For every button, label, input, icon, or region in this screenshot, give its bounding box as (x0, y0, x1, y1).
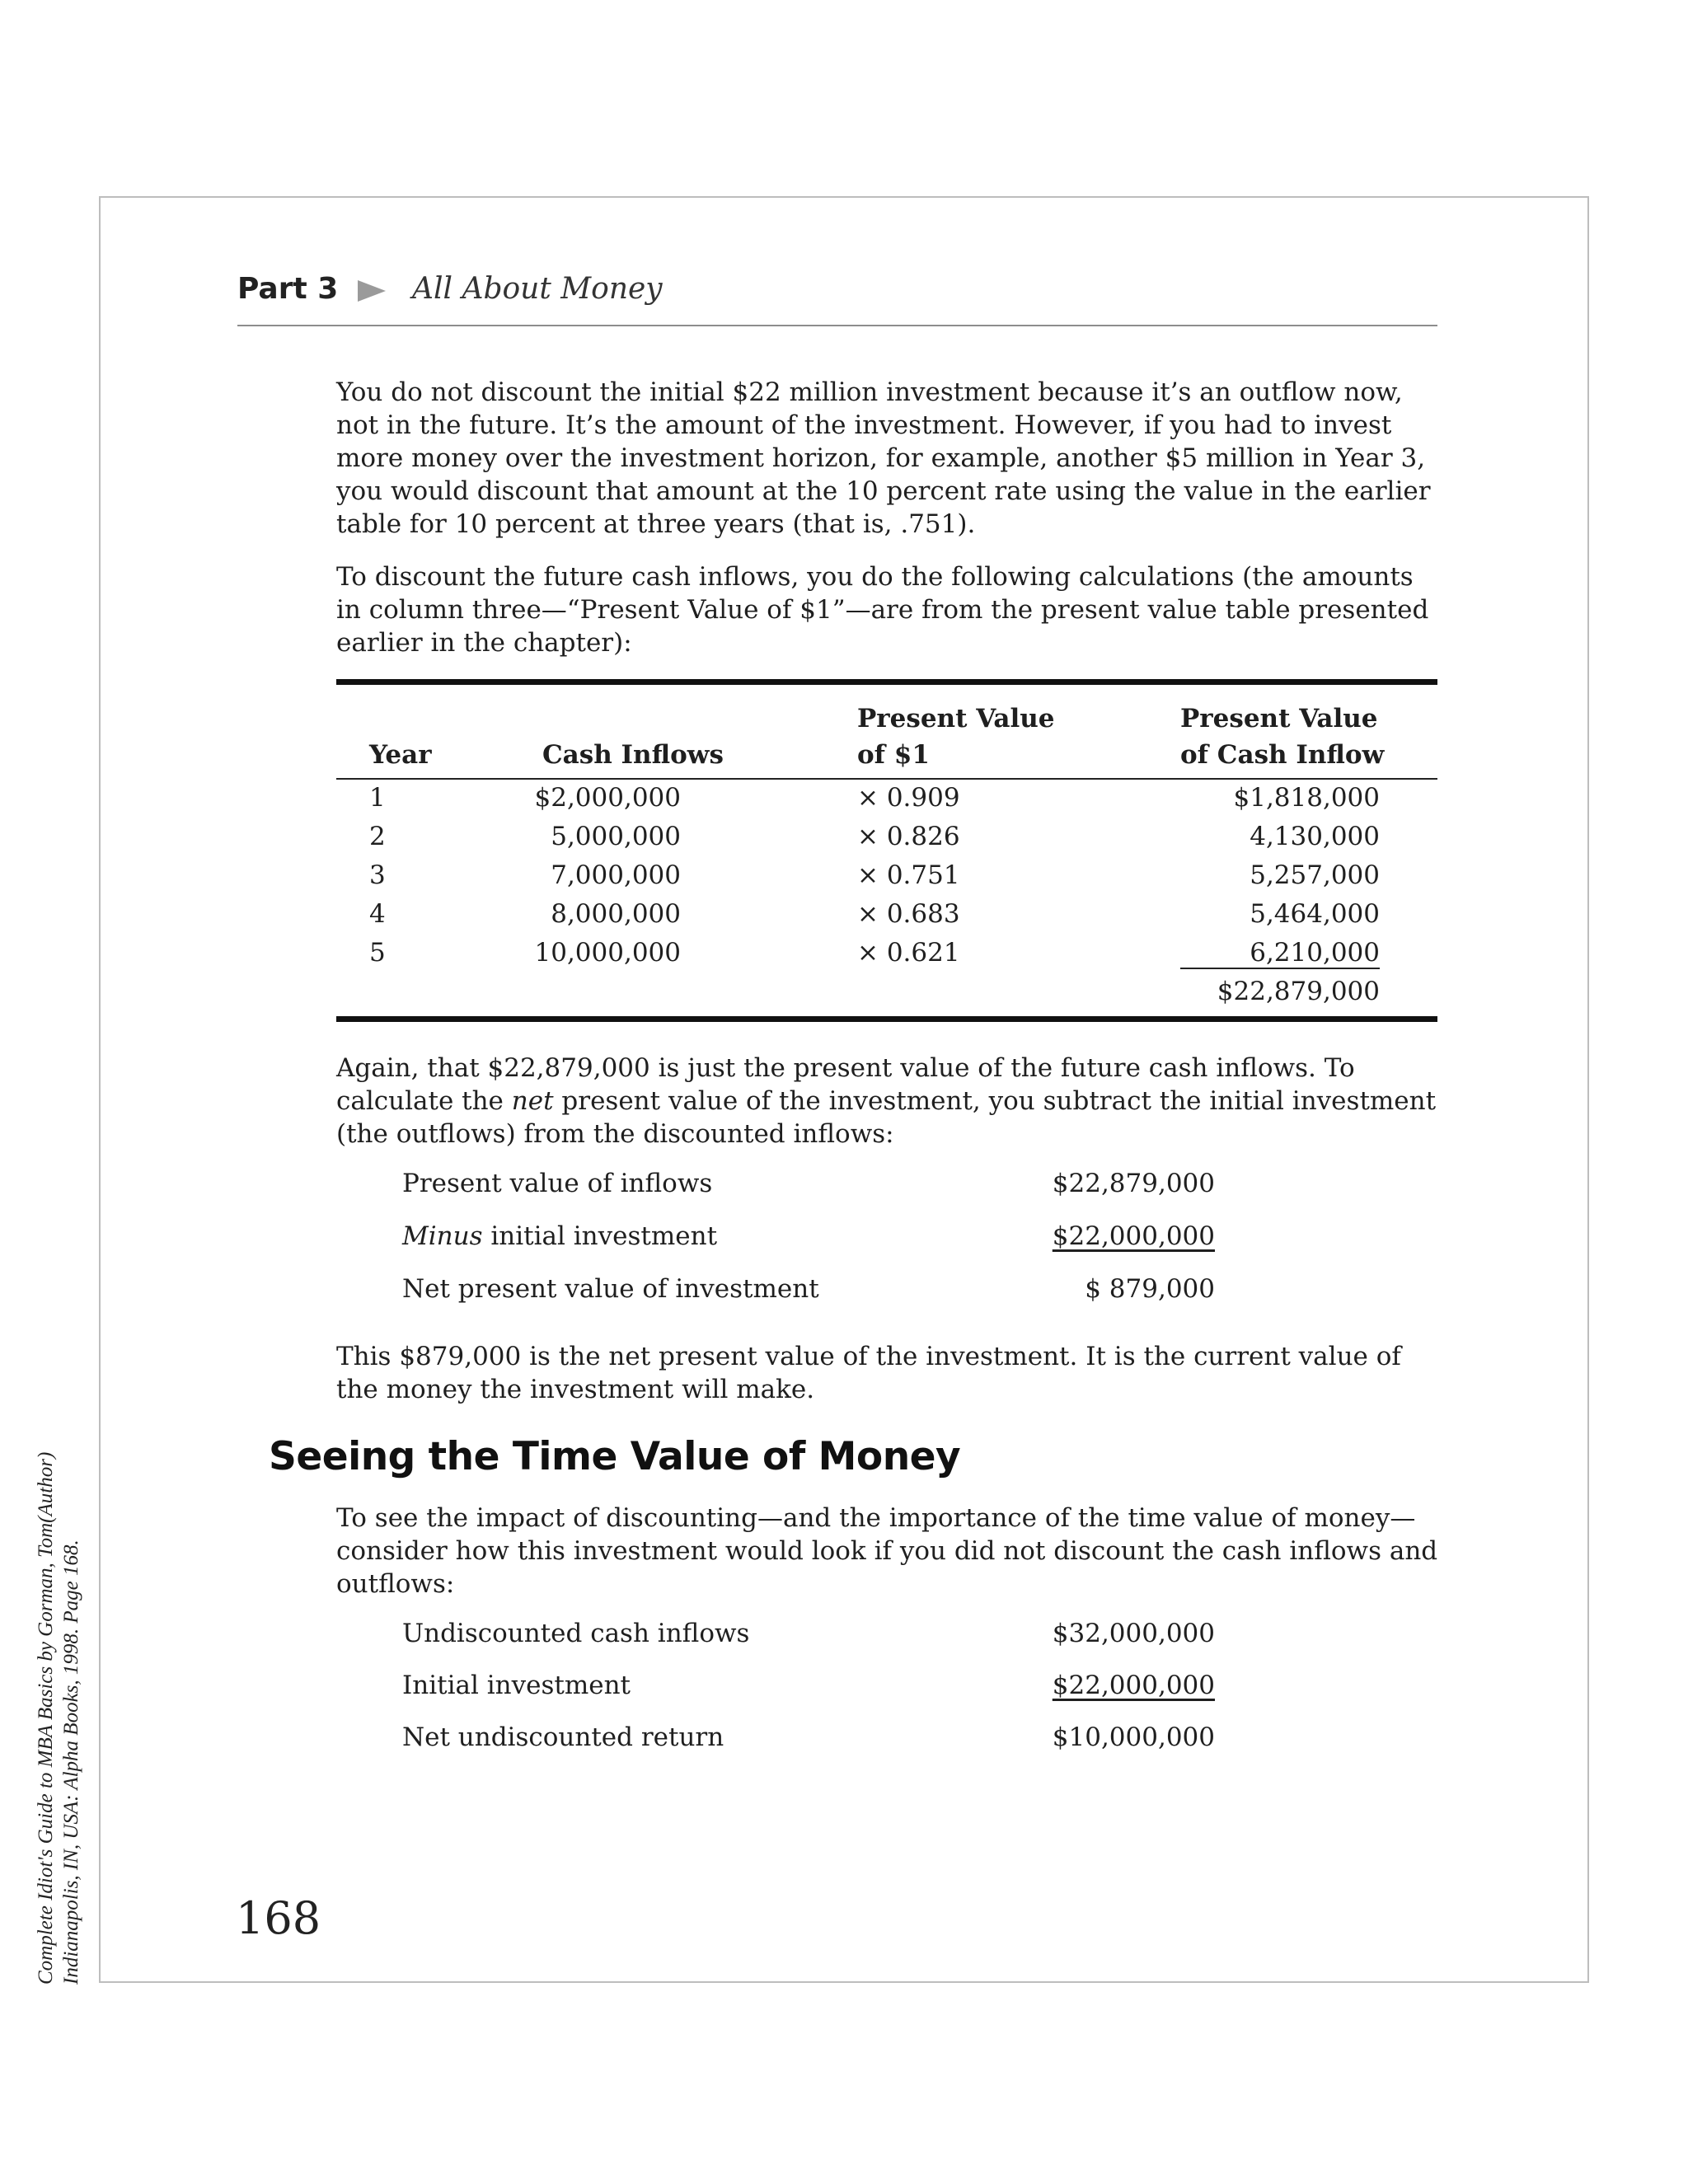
chapter-title: All About Money (412, 272, 663, 306)
calc-value: $ 879,000 (1085, 1274, 1215, 1304)
paragraph-discount-intro: To discount the future cash inflows, you do the following calculations (the amounts in column three—“Present Value of $1”—are from the present value table presented earlier in the chapter): (336, 562, 1429, 658)
table-total: $22,879,000 (1217, 977, 1380, 1006)
paragraph-net-present-value-part1: Again, that $22,879,000 is just the present value of the future cash inflows. To calculate the (336, 1053, 1355, 1116)
table-cell-year: 3 (369, 860, 386, 890)
paragraph-net-present-value (336, 1052, 1441, 1151)
npv-row-minus-investment (402, 1221, 1226, 1258)
table-cell-inflow: 5,000,000 (551, 822, 681, 851)
table-cell-inflow: $2,000,000 (534, 783, 681, 813)
side-citation (33, 1408, 84, 1985)
section-heading: Seeing the Time Value of Money (269, 1434, 961, 1479)
page-number: 168 (236, 1892, 321, 1944)
calc-label: Initial investment (402, 1671, 631, 1700)
table-cell-inflow: 8,000,000 (551, 899, 681, 929)
arrow-icon (358, 280, 386, 302)
table-cell-pv: $1,818,000 (1233, 783, 1380, 813)
table-cell-year: 5 (369, 938, 386, 968)
paragraph-npv-meaning: This $879,000 is the net present value of the investment. It is the current value of the money the investment will make. (336, 1342, 1401, 1404)
table-cell-pv: 5,257,000 (1250, 860, 1380, 890)
table-cell-pv: 5,464,000 (1250, 899, 1380, 929)
table-cell-pv: 4,130,000 (1250, 822, 1380, 851)
citation-line1: Complete Idiot's Guide to MBA Basics by Gorman, Tom(Author) (35, 1451, 57, 1985)
col-header-pvci-line1: Present Value (1180, 704, 1378, 733)
col-header-pvci-line2: of Cash Inflow (1180, 740, 1385, 770)
calc-label: Present value of inflows (402, 1169, 713, 1198)
paragraph-net-present-value-part2: present value of the investment, you subtract the initial investment (the outflows) from the discounted inflows: (336, 1086, 1437, 1149)
table-cell-factor: × 0.621 (857, 938, 960, 968)
table-cell-inflow: 7,000,000 (551, 860, 681, 890)
calc-value: $32,000,000 (1052, 1619, 1215, 1648)
part-label: Part 3 (237, 272, 339, 306)
calc-label: Net undiscounted return (402, 1722, 724, 1752)
npv-row-net (402, 1274, 1226, 1310)
table-cell-factor: × 0.683 (857, 899, 960, 929)
col-header-pv1-line2: of $1 (857, 740, 930, 770)
net-emphasis: net (511, 1086, 554, 1116)
calc-label: Undiscounted cash inflows (402, 1619, 750, 1648)
calc-label: Net present value of investment (402, 1274, 819, 1304)
calc-value: $10,000,000 (1052, 1722, 1215, 1752)
paragraph-initial-investment: You do not discount the initial $22 million investment because it’s an outflow now, not in the future. It’s the amount of the investment. However, if you had to invest more money over the investment horizon, for example, another $5 million in Year 3, you would discount that amount at the 10 percent rate using the value in the earlier table for 10 percent at three years (that is, .751). (336, 377, 1431, 539)
col-header-pv1-line1: Present Value (857, 704, 1055, 733)
calc-label (402, 1221, 717, 1251)
table-cell-factor: × 0.751 (857, 860, 960, 890)
col-header-cash-inflows: Cash Inflows (542, 740, 724, 770)
table-cell-factor: × 0.826 (857, 822, 960, 851)
table-cell-year: 2 (369, 822, 386, 851)
undiscounted-row-investment (402, 1671, 1226, 1707)
calc-value: $22,000,000 (1052, 1671, 1215, 1700)
table-cell-year: 1 (369, 783, 386, 813)
calc-value: $22,000,000 (1052, 1221, 1215, 1251)
undiscounted-row-inflows (402, 1619, 1226, 1655)
citation-line2: Indianapolis, IN, USA: Alpha Books, 1998. Page 168. (60, 1540, 82, 1985)
table-cell-year: 4 (369, 899, 386, 929)
col-header-year: Year (369, 740, 432, 770)
cash-inflow-table (336, 679, 1437, 1022)
table-cell-pv: 6,210,000 (1250, 938, 1380, 968)
calc-value: $22,879,000 (1052, 1169, 1215, 1198)
sum-rule (1180, 968, 1380, 969)
running-header (237, 269, 1437, 326)
table-cell-inflow: 10,000,000 (534, 938, 681, 968)
table-cell-factor: × 0.909 (857, 783, 960, 813)
header-rule (336, 778, 1437, 780)
npv-row-inflows (402, 1169, 1226, 1205)
minus-emphasis: Minus (402, 1221, 483, 1251)
calc-label-text: initial investment (482, 1221, 718, 1251)
paragraph-time-value: To see the impact of discounting—and the importance of the time value of money—consider how this investment would look if you did not discount the cash inflows and outflows: (336, 1503, 1438, 1599)
undiscounted-row-net (402, 1722, 1226, 1759)
